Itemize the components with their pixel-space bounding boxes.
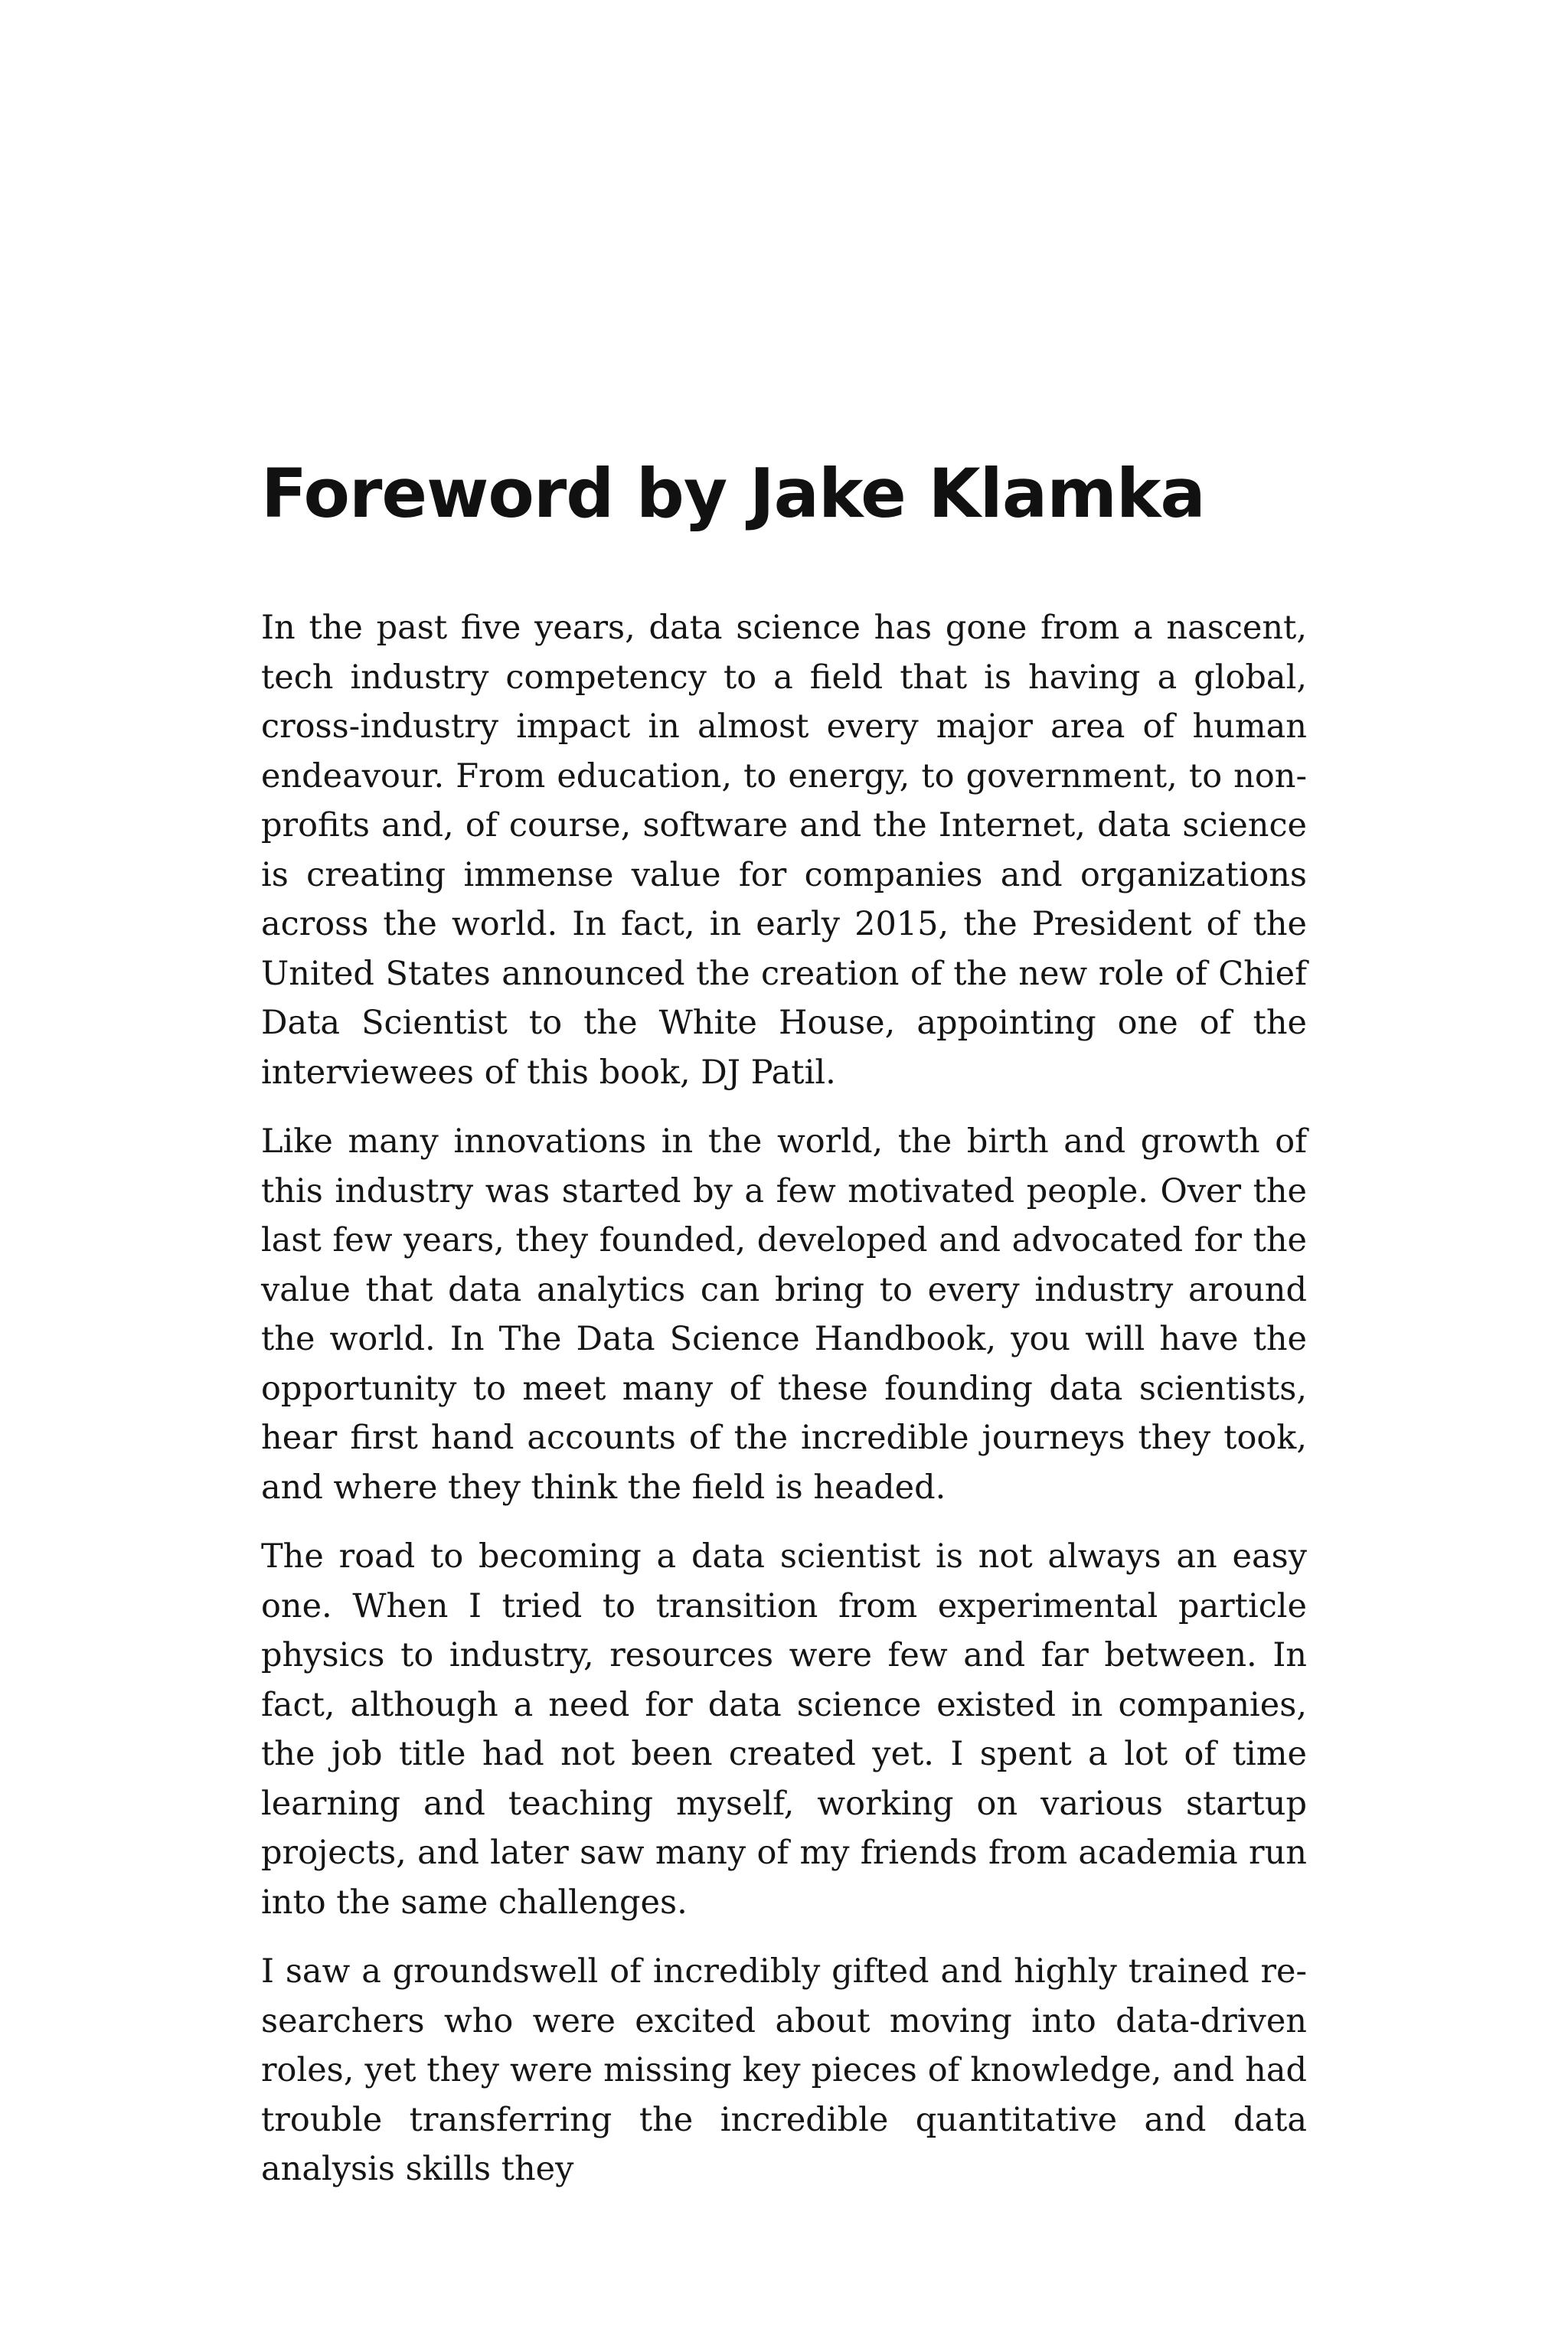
chapter-title: Foreword by Jake Klamka bbox=[261, 454, 1205, 533]
paragraph-4: I saw a groundswell of incredibly gifted and highly trained researchers who were excited about moving into data-driven roles, yet they were missing key pieces of knowledge, and had trouble transferring the incredible quantitative and data analysis skills they bbox=[261, 1952, 1307, 2188]
paragraph-1: In the past five years, data science has gone from a nascent, tech industry competency to a field that is having a global, cross-industry impact in almost every major area of human endeavour. From education, to energy, to government, to non-profits and, of course, software and the Internet, data science is creating immense value for companies and organizations across the world. In fact, in early 2015, the President of the United States announced the creation of the new role of Chief Data Scientist to the White House, appointing one of the interviewees of this book, DJ Patil. bbox=[261, 609, 1307, 1092]
paragraph-2: Like many innovations in the world, the birth and growth of this industry was started by a few motivated people. Over the last few years, they founded, developed and advocated for the value that data analytics can bring to every industry around the world. In The Data Science Handbook, you will have the opportunity to meet many of these founding data scientists, hear first hand accounts of the incredible journeys they took, and where they think the field is headed. bbox=[261, 1122, 1307, 1507]
paragraph-3: The road to becoming a data scientist is not always an easy one. When I tried to transition from experimental particle physics to industry, resources were few and far between. In fact, although a need for data science existed in companies, the job title had not been created yet. I spent a lot of time learning and teaching myself, working on various startup projects, and later saw many of my friends from academia run into the same challenges. bbox=[261, 1537, 1307, 1922]
page-content bbox=[261, 452, 1307, 2214]
